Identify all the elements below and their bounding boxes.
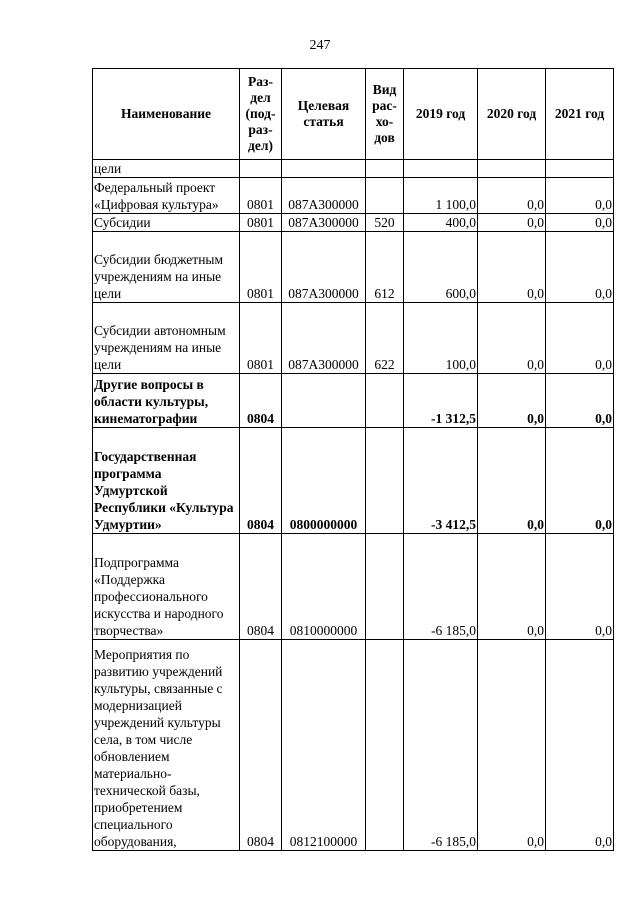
cell-section [240, 160, 282, 178]
cell-2019: -1 312,5 [404, 374, 478, 428]
page-number: 247 [309, 38, 331, 53]
cell-expense [366, 178, 404, 214]
cell-expense [366, 374, 404, 428]
cell-expense [366, 160, 404, 178]
cell-section: 0801 [240, 303, 282, 374]
cell-target: 0810000000 [282, 534, 366, 640]
cell-section: 0801 [240, 232, 282, 303]
header-2021: 2021 год [546, 69, 614, 160]
header-target [282, 69, 366, 160]
cell-target: 087A300000 [282, 214, 366, 232]
cell-target: 087A300000 [282, 178, 366, 214]
cell-2020: 0,0 [478, 428, 546, 534]
cell-2020: 0,0 [478, 214, 546, 232]
cell-target: 087A300000 [282, 232, 366, 303]
table-row [93, 232, 614, 303]
cell-name: Федеральный проект «Цифровая культура» [93, 178, 240, 214]
cell-2019: -6 185,0 [404, 640, 478, 851]
cell-2020: 0,0 [478, 232, 546, 303]
table-row [93, 214, 614, 232]
cell-expense [366, 428, 404, 534]
cell-expense [366, 534, 404, 640]
cell-section: 0804 [240, 640, 282, 851]
cell-target [282, 160, 366, 178]
cell-section: 0801 [240, 214, 282, 232]
cell-section: 0804 [240, 374, 282, 428]
header-target-text: Целевая статья [297, 98, 350, 129]
cell-section: 0804 [240, 428, 282, 534]
cell-2020: 0,0 [478, 303, 546, 374]
budget-table [92, 68, 614, 851]
cell-name: Другие вопросы в области культуры, кинематографии [93, 374, 240, 428]
cell-2020: 0,0 [478, 534, 546, 640]
cell-2019: -6 185,0 [404, 534, 478, 640]
table-row [93, 303, 614, 374]
header-2019: 2019 год [404, 69, 478, 160]
cell-target [282, 374, 366, 428]
cell-2020: 0,0 [478, 640, 546, 851]
cell-name: Субсидии [93, 214, 240, 232]
cell-2019: -3 412,5 [404, 428, 478, 534]
cell-target: 087A300000 [282, 303, 366, 374]
cell-2021 [546, 160, 614, 178]
cell-2021: 0,0 [546, 232, 614, 303]
header-2020: 2020 год [478, 69, 546, 160]
cell-expense [366, 640, 404, 851]
table-row [93, 534, 614, 640]
header-section-text: Раз- дел (под- раз- дел) [245, 74, 276, 153]
cell-target: 0812100000 [282, 640, 366, 851]
cell-name: Субсидии бюджетным учреждениям на иные цели [93, 232, 240, 303]
cell-2019: 100,0 [404, 303, 478, 374]
cell-2021: 0,0 [546, 374, 614, 428]
cell-name: Мероприятия по развитию учреждений культуры, связанные с модернизацией учреждений культуры села, в том числе обновлением материально-технической базы, приобретением специального оборудования, [93, 640, 240, 851]
table-row [93, 640, 614, 851]
cell-2020 [478, 160, 546, 178]
cell-2021: 0,0 [546, 640, 614, 851]
cell-section: 0804 [240, 534, 282, 640]
cell-2021: 0,0 [546, 178, 614, 214]
header-name: Наименование [93, 69, 240, 160]
table-row [93, 178, 614, 214]
cell-expense: 520 [366, 214, 404, 232]
cell-2021: 0,0 [546, 534, 614, 640]
cell-expense: 622 [366, 303, 404, 374]
cell-2019 [404, 160, 478, 178]
table-row [93, 374, 614, 428]
cell-expense: 612 [366, 232, 404, 303]
cell-2019: 600,0 [404, 232, 478, 303]
cell-2020: 0,0 [478, 178, 546, 214]
table-row [93, 428, 614, 534]
cell-name: цели [93, 160, 240, 178]
cell-target: 0800000000 [282, 428, 366, 534]
cell-2021: 0,0 [546, 303, 614, 374]
cell-name: Субсидии автономным учреждениям на иные цели [93, 303, 240, 374]
cell-name: Государственная программа Удмуртской Республики «Культура Удмуртии» [93, 428, 240, 534]
header-expense-text: Вид рас- хо- дов [372, 82, 397, 145]
cell-2019: 1 100,0 [404, 178, 478, 214]
cell-2021: 0,0 [546, 214, 614, 232]
cell-name: Подпрограмма «Поддержка профессионального искусства и народного творчества» [93, 534, 240, 640]
cell-2020: 0,0 [478, 374, 546, 428]
cell-section: 0801 [240, 178, 282, 214]
table-header-row [93, 69, 614, 160]
table-row [93, 160, 614, 178]
header-expense [366, 69, 404, 160]
header-section [240, 69, 282, 160]
cell-2021: 0,0 [546, 428, 614, 534]
cell-2019: 400,0 [404, 214, 478, 232]
